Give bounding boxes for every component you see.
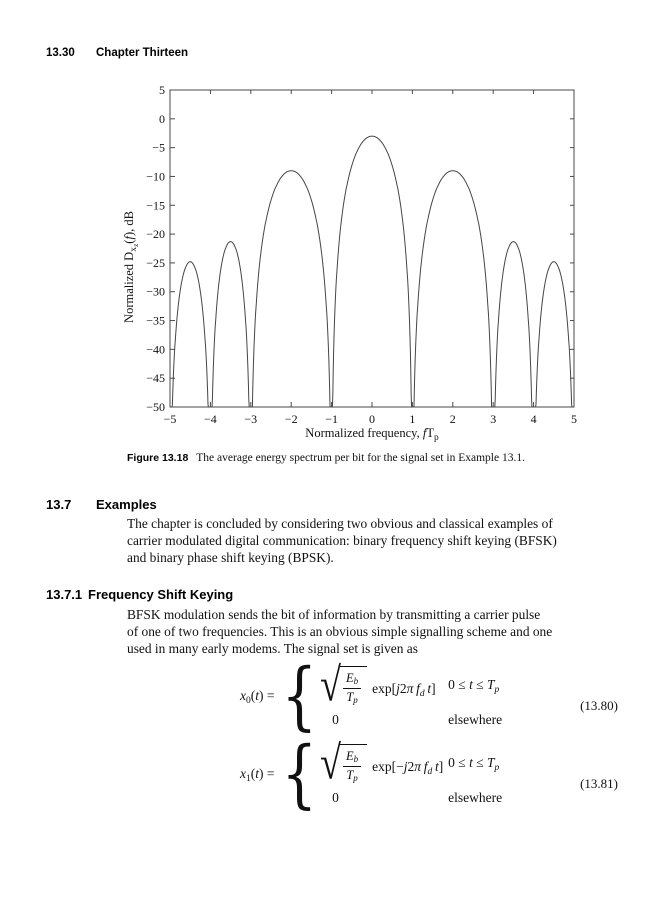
y-tick-label: −15	[146, 198, 165, 213]
x-tick-label: 4	[530, 412, 537, 426]
text-line: and binary phase shift keying (BPSK).	[127, 550, 334, 566]
exponential-term: exp[−j2π $f_d$ t]	[372, 758, 444, 777]
energy-spectrum-chart	[100, 82, 584, 454]
radical-sign: √	[320, 659, 341, 712]
left-brace: {	[281, 653, 318, 740]
x-tick-label: 1	[409, 412, 416, 426]
radicand	[339, 666, 367, 706]
running-head	[46, 47, 546, 63]
y-axis-label: Normalized $D_{xz}(f)$, dB	[122, 211, 140, 323]
condition-elsewhere: elsewhere	[448, 789, 503, 805]
spectrum-curve	[170, 136, 574, 407]
left-brace: {	[281, 731, 318, 818]
section-heading-13-7	[46, 497, 546, 513]
x-tick-label: −5	[163, 412, 177, 426]
equation-13-80	[46, 653, 618, 742]
x-tick-label: 3	[490, 412, 497, 426]
x-tick-label: −1	[325, 412, 338, 426]
section-number: 13.7.1	[46, 587, 83, 602]
section-title: Examples	[96, 497, 157, 512]
equation-lhs: $x_0(t)$ =	[240, 687, 275, 706]
text-line: carrier modulated digital communication: binary frequency shift keying (BFSK)	[127, 533, 557, 549]
paragraph-13-7-1	[127, 606, 602, 658]
text-line: used in many early modems. The signal set is given as	[127, 641, 418, 657]
sqrt-term	[320, 659, 448, 712]
text-line: of one of two frequencies. This is an obvious simple signalling scheme and one	[127, 624, 553, 640]
section-number: 13.7	[46, 497, 72, 512]
fraction: $\frac{Eb}{Tp}$	[343, 750, 361, 784]
plot-box	[170, 90, 574, 407]
page-number: 13.30	[46, 47, 75, 59]
x-tick-label: −2	[284, 412, 298, 426]
section-title: Frequency Shift Keying	[88, 587, 234, 602]
paragraph-13-7	[127, 515, 602, 567]
equation-body	[240, 731, 503, 818]
exponential-term: exp[j2π $f_d$ t]	[372, 680, 436, 699]
condition-elsewhere: elsewhere	[448, 711, 503, 727]
y-tick-label: −50	[146, 400, 165, 414]
y-tick-label: −25	[146, 255, 165, 270]
condition-interval: $0 \le t \le T_p$	[448, 754, 500, 773]
x-tick-label: 0	[369, 412, 375, 426]
figure-caption-text: The average energy spectrum per bit for the signal set in Example 13.1.	[196, 452, 525, 464]
radicand	[339, 744, 367, 784]
figure-caption	[127, 452, 607, 464]
figure-caption-label: Figure 13.18	[127, 452, 189, 464]
y-tick-label: −45	[146, 371, 165, 386]
x-tick-label: 5	[571, 412, 577, 426]
sqrt-term	[320, 737, 448, 790]
equation-number: (13.80)	[580, 698, 618, 713]
x-tick-label: −4	[204, 412, 217, 426]
y-tick-label: −20	[146, 227, 165, 242]
text-line: The chapter is concluded by considering two obvious and classical examples of	[127, 516, 553, 531]
equation-cases	[320, 737, 503, 806]
y-tick-label: 0	[159, 111, 165, 126]
condition-interval: $0 \le t \le T_p$	[448, 676, 500, 695]
equation-number: (13.81)	[580, 776, 618, 791]
y-tick-label: −35	[146, 313, 165, 328]
y-tick-label: −5	[152, 140, 165, 155]
radical-sign: √	[320, 737, 341, 790]
equation-13-81	[46, 731, 618, 820]
text-line: BFSK modulation sends the bit of information by transmitting a carrier pulse	[127, 607, 541, 622]
fraction: $\frac{Eb}{Tp}$	[343, 672, 361, 706]
zero-branch: 0	[332, 711, 339, 727]
y-tick-label: 5	[159, 83, 165, 97]
section-heading-13-7-1	[46, 587, 546, 603]
equation-lhs: $x_1(t)$ =	[240, 765, 275, 784]
equation-body	[240, 653, 503, 740]
x-axis-label: Normalized frequency, $fT_p$	[305, 426, 439, 443]
zero-branch: 0	[332, 789, 339, 805]
y-tick-label: −10	[146, 169, 165, 184]
y-tick-label: −40	[146, 342, 165, 357]
x-tick-label: 2	[449, 412, 456, 426]
equation-cases	[320, 659, 503, 728]
chapter-title: Chapter Thirteen	[96, 47, 189, 59]
y-tick-label: −30	[146, 284, 165, 299]
x-tick-label: −3	[244, 412, 258, 426]
